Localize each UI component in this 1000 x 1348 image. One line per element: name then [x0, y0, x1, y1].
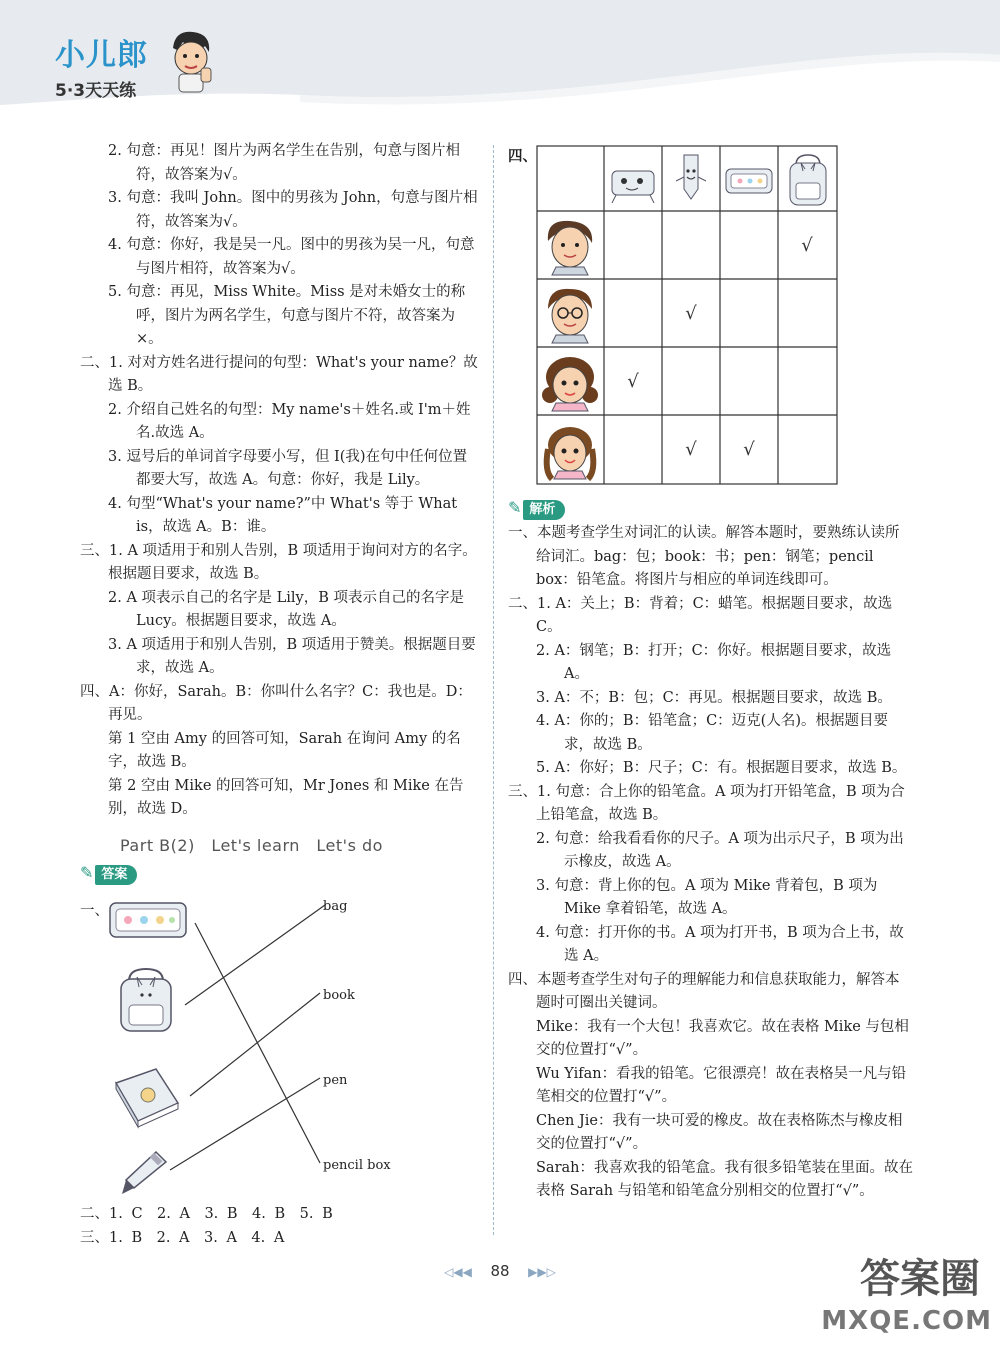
header-pencil-box-icon — [612, 171, 654, 203]
right-section-3-item: 4. 句意：打开你的书。A 项为打开书，B 项为合上书，故选 A。 — [536, 924, 904, 964]
check-mark: √ — [743, 439, 755, 460]
match-prefix: 一、 — [80, 903, 109, 919]
check-mark: √ — [685, 303, 697, 324]
matching-figure — [80, 893, 490, 1203]
header-pencil-icon — [676, 155, 706, 199]
right-section-4-item: Chen Jie：我有一块可爱的橡皮。故在表格陈杰与橡皮相交的位置打“√”。 — [536, 1112, 903, 1152]
left-section-2-head: 二、1. 对对方姓名进行提问的句型：What's your name？故选 B。 — [80, 354, 478, 394]
left-section-3-item: 2. A 项表示自己的名字是 Lily，B 项表示自己的名字是 Lucy。根据题目要求，故选 A。 — [108, 589, 464, 629]
right-section-3-item: 3. 句意：背上你的包。A 项为 Mike 背着包，B 项为 Mike 拿着铅笔，故选 A。 — [536, 877, 878, 917]
right-section-1: 一、本题考查学生对词汇的认读。解答本题时，要熟练认读所给词汇。bag：包；book：书；pen：钢笔；pencil box：铅笔盒。将图片与相应的单词连线即可。 — [508, 525, 900, 588]
left-section-4-item: 第 2 空由 Mike 的回答可知，Mr Jones 和 Mike 在告别，故选 D。 — [108, 777, 464, 817]
avatar-mike-icon — [548, 221, 592, 275]
pencil-box-icon — [108, 897, 188, 941]
brand-logo — [55, 30, 148, 101]
check-mark: √ — [627, 371, 639, 392]
part-title: Part B(2) Let's learn Let's do — [120, 835, 383, 855]
word-pen: pen — [323, 1073, 348, 1088]
table-label: 四、 — [508, 148, 537, 165]
right-section-4-item: Mike：我有一个大包！我喜欢它。故在表格 Mike 与包相交的位置打“√”。 — [536, 1018, 909, 1058]
word-pencil-box: pencil box — [323, 1158, 391, 1173]
right-section-4-item: Sarah：我喜欢我的铅笔盒。我有很多铅笔装在里面。故在表格 Sarah 与铅笔和铅笔盒分别相交的位置打“√”。 — [536, 1159, 913, 1199]
right-section-2-item: 3. A：不；B：包；C：再见。根据题目要求，故选 B。 — [536, 689, 892, 706]
grid-lines — [536, 145, 838, 485]
next-arrows-icon: ▶▶▷ — [528, 1265, 556, 1279]
column-divider — [493, 145, 494, 1235]
right-section-4-head: 四、本题考查学生对句子的理解能力和信息获取能力，解答本题时可圈出关键词。 — [508, 971, 900, 1011]
left-item: 5. 句意：再见，Miss White。Miss 是对未婚女士的称呼，图片为两名学生，句意与图片不符，故答案为×。 — [108, 284, 466, 347]
left-section-4-item: 第 1 空由 Amy 的回答可知，Sarah 在询问 Amy 的名字，故选 B。 — [108, 730, 461, 770]
left-item: 4. 句意：你好，我是吴一凡。图中的男孩为吴一凡，句意与图片相符，故答案为√。 — [108, 237, 475, 277]
avatar-sarah-icon — [547, 427, 594, 479]
mascot-boy-icon — [165, 28, 215, 94]
page-number: 88 — [490, 1262, 510, 1280]
word-bag: bag — [323, 899, 348, 914]
avatar-wu-yifan-icon — [548, 289, 592, 343]
left-section-2-item: 3. 逗号后的单词首字母要小写，但 I(我)在句中任何位置都要大写，故选 A。句意：你好，我是 Lily。 — [108, 448, 468, 488]
watermark-site: MXQE.COM — [821, 1306, 992, 1336]
left-column — [80, 140, 480, 887]
right-section-2-item: 5. A：你好；B：尺子；C：有。根据题目要求，故选 B。 — [536, 760, 907, 776]
brand-subtitle: 5·3天天练 — [55, 81, 137, 101]
check-mark: √ — [685, 439, 697, 460]
brand-name: 小儿郎 — [55, 38, 148, 73]
left-section-3-item: 3. A 项适用于和别人告别，B 项适用于赞美。根据题目要求，故选 A。 — [108, 636, 476, 676]
answer-grid — [536, 145, 838, 485]
right-section-3-head: 三、1. 句意：合上你的铅笔盒。A 项为打开铅笔盒，B 项为合上铅笔盒，故选 B。 — [508, 783, 905, 823]
page-header — [0, 0, 1000, 110]
analysis-label: 解析 — [523, 500, 565, 520]
left-item: 2. 句意：再见！图片为两名学生在告别，句意与图片相符，故答案为√。 — [108, 143, 460, 183]
left-item: 3. 句意：我叫 John。图中的男孩为 John，句意与图片相符，故答案为√。 — [108, 190, 478, 230]
page-footer — [0, 1262, 1000, 1280]
book-icon — [110, 1063, 184, 1133]
watermark-logo: 答案圈 — [860, 1256, 980, 1302]
header-banner — [0, 0, 1000, 110]
left-section-3-head: 三、1. A 项适用于和别人告别，B 项适用于询问对方的名字。根据题目要求，故选 B。 — [80, 542, 477, 582]
right-section-4-item: Wu Yifan：看我的铅笔。它很漂亮！故在表格吴一凡与铅笔相交的位置打“√”。 — [536, 1065, 907, 1105]
right-section-2-item: 4. A：你的；B：铅笔盒；C：迈克(人名)。根据题目要求，故选 B。 — [536, 713, 888, 753]
answers-section-2: 二、1. C 2. A 3. B 4. B 5. B — [80, 1206, 333, 1222]
avatar-chen-jie-icon — [542, 357, 598, 411]
word-book: book — [323, 988, 355, 1003]
right-column — [508, 496, 913, 1204]
schoolbag-icon — [115, 965, 177, 1035]
analysis-icon: ✎ — [508, 498, 522, 517]
right-section-2-head: 二、1. A：关上；B：背着；C：蜡笔。根据题目要求，故选 C。 — [508, 595, 893, 635]
prev-arrows-icon: ◁◀◀ — [444, 1265, 472, 1279]
left-section-2-item: 2. 介绍自己姓名的句型：My name's＋姓名.或 I'm＋姓名.故选 A。 — [108, 401, 471, 441]
right-section-3-item: 2. 句意：给我看看你的尺子。A 项为出示尺子，B 项为出示橡皮，故选 A。 — [536, 830, 904, 870]
right-section-2-item: 2. A：钢笔；B：打开；C：你好。根据题目要求，故选 A。 — [536, 642, 892, 682]
pen-icon — [120, 1148, 170, 1198]
check-mark: √ — [801, 235, 813, 256]
answers-section-3: 三、1. B 2. A 3. A 4. A — [80, 1230, 285, 1246]
answer-icon: ✎ — [80, 863, 94, 882]
left-section-4-head: 四、A：你好，Sarah。B：你叫什么名字？C：我也是。D：再见。 — [80, 683, 472, 723]
header-eraser-icon — [726, 169, 772, 193]
header-schoolbag-icon — [790, 155, 826, 205]
answer-label: 答案 — [95, 865, 137, 885]
left-section-2-item: 4. 句型“What's your name?”中 What's 等于 What is，故选 A。B：谁。 — [108, 495, 458, 535]
